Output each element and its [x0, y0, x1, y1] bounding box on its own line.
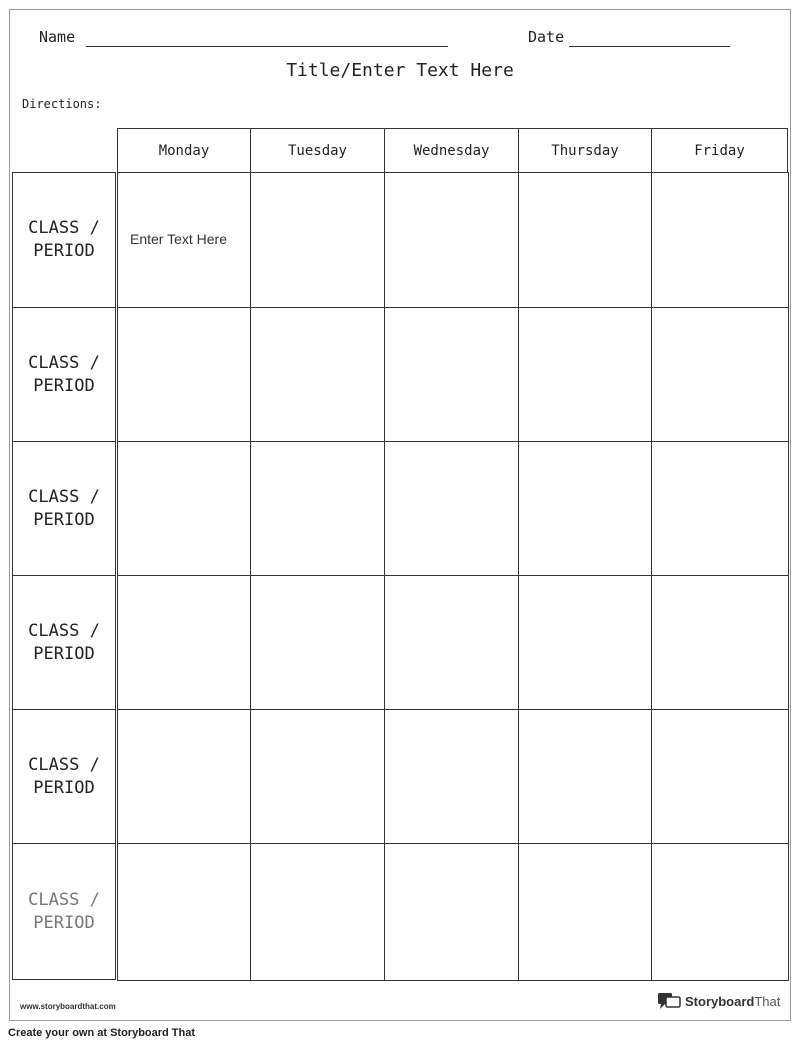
schedule-cell[interactable]: [518, 441, 652, 576]
schedule-cell[interactable]: [384, 843, 519, 981]
row-label: [12, 172, 116, 308]
cell-placeholder-text[interactable]: Enter Text Here: [130, 231, 228, 247]
schedule-cell[interactable]: [518, 172, 652, 308]
schedule-cell[interactable]: [117, 172, 251, 308]
date-line[interactable]: [569, 46, 730, 47]
schedule-cell[interactable]: [651, 441, 789, 576]
schedule-cell[interactable]: [250, 709, 385, 844]
schedule-cell[interactable]: [651, 709, 789, 844]
row-label-line1: CLASS /: [28, 889, 100, 910]
schedule-cell[interactable]: [384, 307, 519, 442]
storyboardthat-logo: [657, 992, 780, 1010]
schedule-cell[interactable]: [651, 307, 789, 442]
schedule-cell[interactable]: [250, 575, 385, 710]
schedule-cell[interactable]: [117, 709, 251, 844]
header-tuesday: Tuesday: [250, 128, 385, 173]
name-line[interactable]: [86, 46, 448, 47]
row-label-line1: CLASS /: [28, 754, 100, 775]
row-label: [12, 843, 116, 980]
speech-bubbles-icon: [657, 992, 681, 1010]
site-url: www.storyboardthat.com: [20, 1002, 116, 1011]
row-label: [12, 709, 116, 844]
schedule-cell[interactable]: [384, 575, 519, 710]
schedule-cell[interactable]: [384, 709, 519, 844]
header-monday: Monday: [117, 128, 251, 173]
row-label-line2: PERIOD: [33, 777, 95, 798]
schedule-cell[interactable]: [518, 575, 652, 710]
row-label-line1: CLASS /: [28, 218, 100, 238]
logo-text-light: That: [754, 993, 781, 1009]
row-label-line2: PERIOD: [33, 375, 95, 396]
schedule-cell[interactable]: [651, 843, 789, 981]
schedule-cell[interactable]: [651, 172, 789, 308]
directions-label: Directions:: [22, 97, 102, 111]
header-wednesday: Wednesday: [384, 128, 519, 173]
row-label-line2: PERIOD: [33, 241, 95, 261]
row-label: [12, 441, 116, 576]
header-friday: Friday: [651, 128, 788, 173]
schedule-cell[interactable]: [250, 172, 385, 308]
schedule-cell[interactable]: [384, 441, 519, 576]
row-label-line1: CLASS /: [28, 486, 100, 507]
schedule-cell[interactable]: [651, 575, 789, 710]
schedule-cell[interactable]: [518, 709, 652, 844]
header-thursday: Thursday: [518, 128, 652, 173]
logo-text-bold: Storyboard: [685, 993, 755, 1009]
worksheet-title[interactable]: Title/Enter Text Here: [286, 60, 514, 81]
date-label: Date: [528, 28, 565, 46]
row-label-line2: PERIOD: [33, 643, 95, 664]
schedule-cell[interactable]: [250, 843, 385, 981]
schedule-cell[interactable]: [117, 843, 251, 981]
row-label-line2: PERIOD: [33, 509, 95, 530]
schedule-cell[interactable]: [250, 441, 385, 576]
footer-credit: Create your own at Storyboard That: [8, 1027, 196, 1039]
row-label-line1: CLASS /: [28, 352, 100, 373]
schedule-cell[interactable]: [518, 307, 652, 442]
row-label-line2: PERIOD: [33, 912, 95, 933]
name-label: Name: [39, 28, 76, 46]
row-label: [12, 575, 116, 710]
row-label: [12, 307, 116, 442]
row-label-line1: CLASS /: [28, 620, 100, 641]
schedule-cell[interactable]: [384, 172, 519, 308]
schedule-cell[interactable]: [117, 441, 251, 576]
schedule-cell[interactable]: [117, 575, 251, 710]
schedule-cell[interactable]: [250, 307, 385, 442]
schedule-cell[interactable]: [117, 307, 251, 442]
schedule-cell[interactable]: [518, 843, 652, 981]
